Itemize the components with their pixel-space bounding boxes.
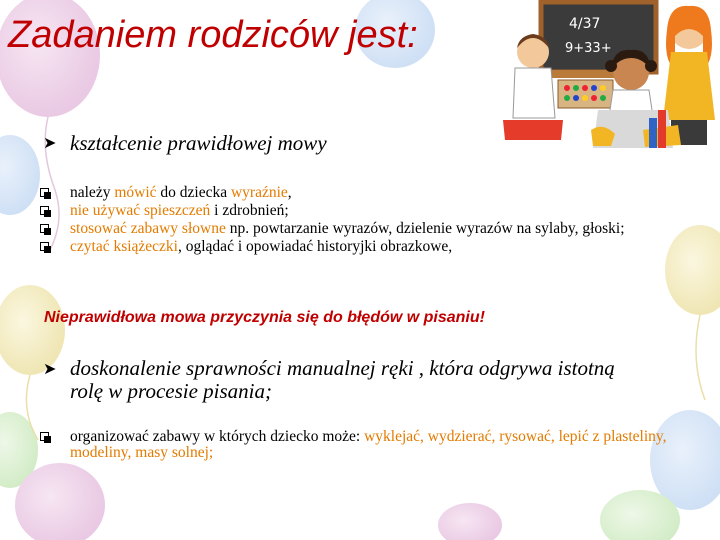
checkbox-bullet-icon [40, 206, 50, 216]
checkbox-bullet-icon [40, 432, 50, 442]
list-item [40, 221, 660, 237]
list-item-text: organizować zabawy w których dziecko może: [70, 428, 365, 445]
checkbox-bullet-icon [40, 242, 50, 252]
checkbox-bullet-icon [40, 224, 50, 234]
list-item-text: należy [70, 184, 115, 201]
checkbox-bullet-icon [40, 188, 50, 198]
list-item-text: , [287, 184, 292, 201]
section2-list [40, 429, 680, 463]
svg-text:4/37: 4/37 [569, 16, 601, 32]
list-item [40, 429, 680, 461]
list-item-text: do dziecka [156, 184, 231, 201]
list-item-text: stosować zabawy słowne [70, 220, 226, 237]
section1-list [40, 185, 660, 257]
list-item-text: nie używać spieszczeń [70, 202, 211, 219]
list-item-text: np. powtarzanie wyrazów, dzielenie wyrazów na sylaby, głoski; [225, 220, 625, 237]
list-item [40, 185, 660, 201]
warning-text: Nieprawidłowa mowa przyczynia się do błędów w pisaniu! [44, 309, 485, 326]
list-item-text: mówić [114, 184, 157, 201]
section1-heading: kształcenie prawidłowej mowy [70, 131, 327, 155]
slide-title: Zadaniem rodziców jest: [8, 14, 418, 56]
list-item-text: wyklejać, wydzierać, rysować, lepić z plasteliny, modeliny, masy solnej; [70, 428, 667, 461]
arrow-bullet-icon: ➤ [43, 359, 57, 378]
svg-text:9+33+: 9+33+ [565, 41, 612, 56]
list-item [40, 239, 660, 255]
list-item-text: , oglądać i opowiadać historyjki obrazkowe, [178, 238, 453, 255]
section2-heading: doskonalenie sprawności manualnej ręki , która odgrywa istotną rolę w procesie pisania; [70, 356, 615, 403]
list-item [40, 203, 660, 219]
list-item-text: czytać książeczki [70, 238, 178, 255]
list-item-text: wyraźnie [230, 184, 288, 201]
children-clipart [503, 0, 720, 148]
list-item-text: i zdrobnień; [210, 202, 289, 219]
arrow-bullet-icon: ➤ [43, 133, 57, 152]
